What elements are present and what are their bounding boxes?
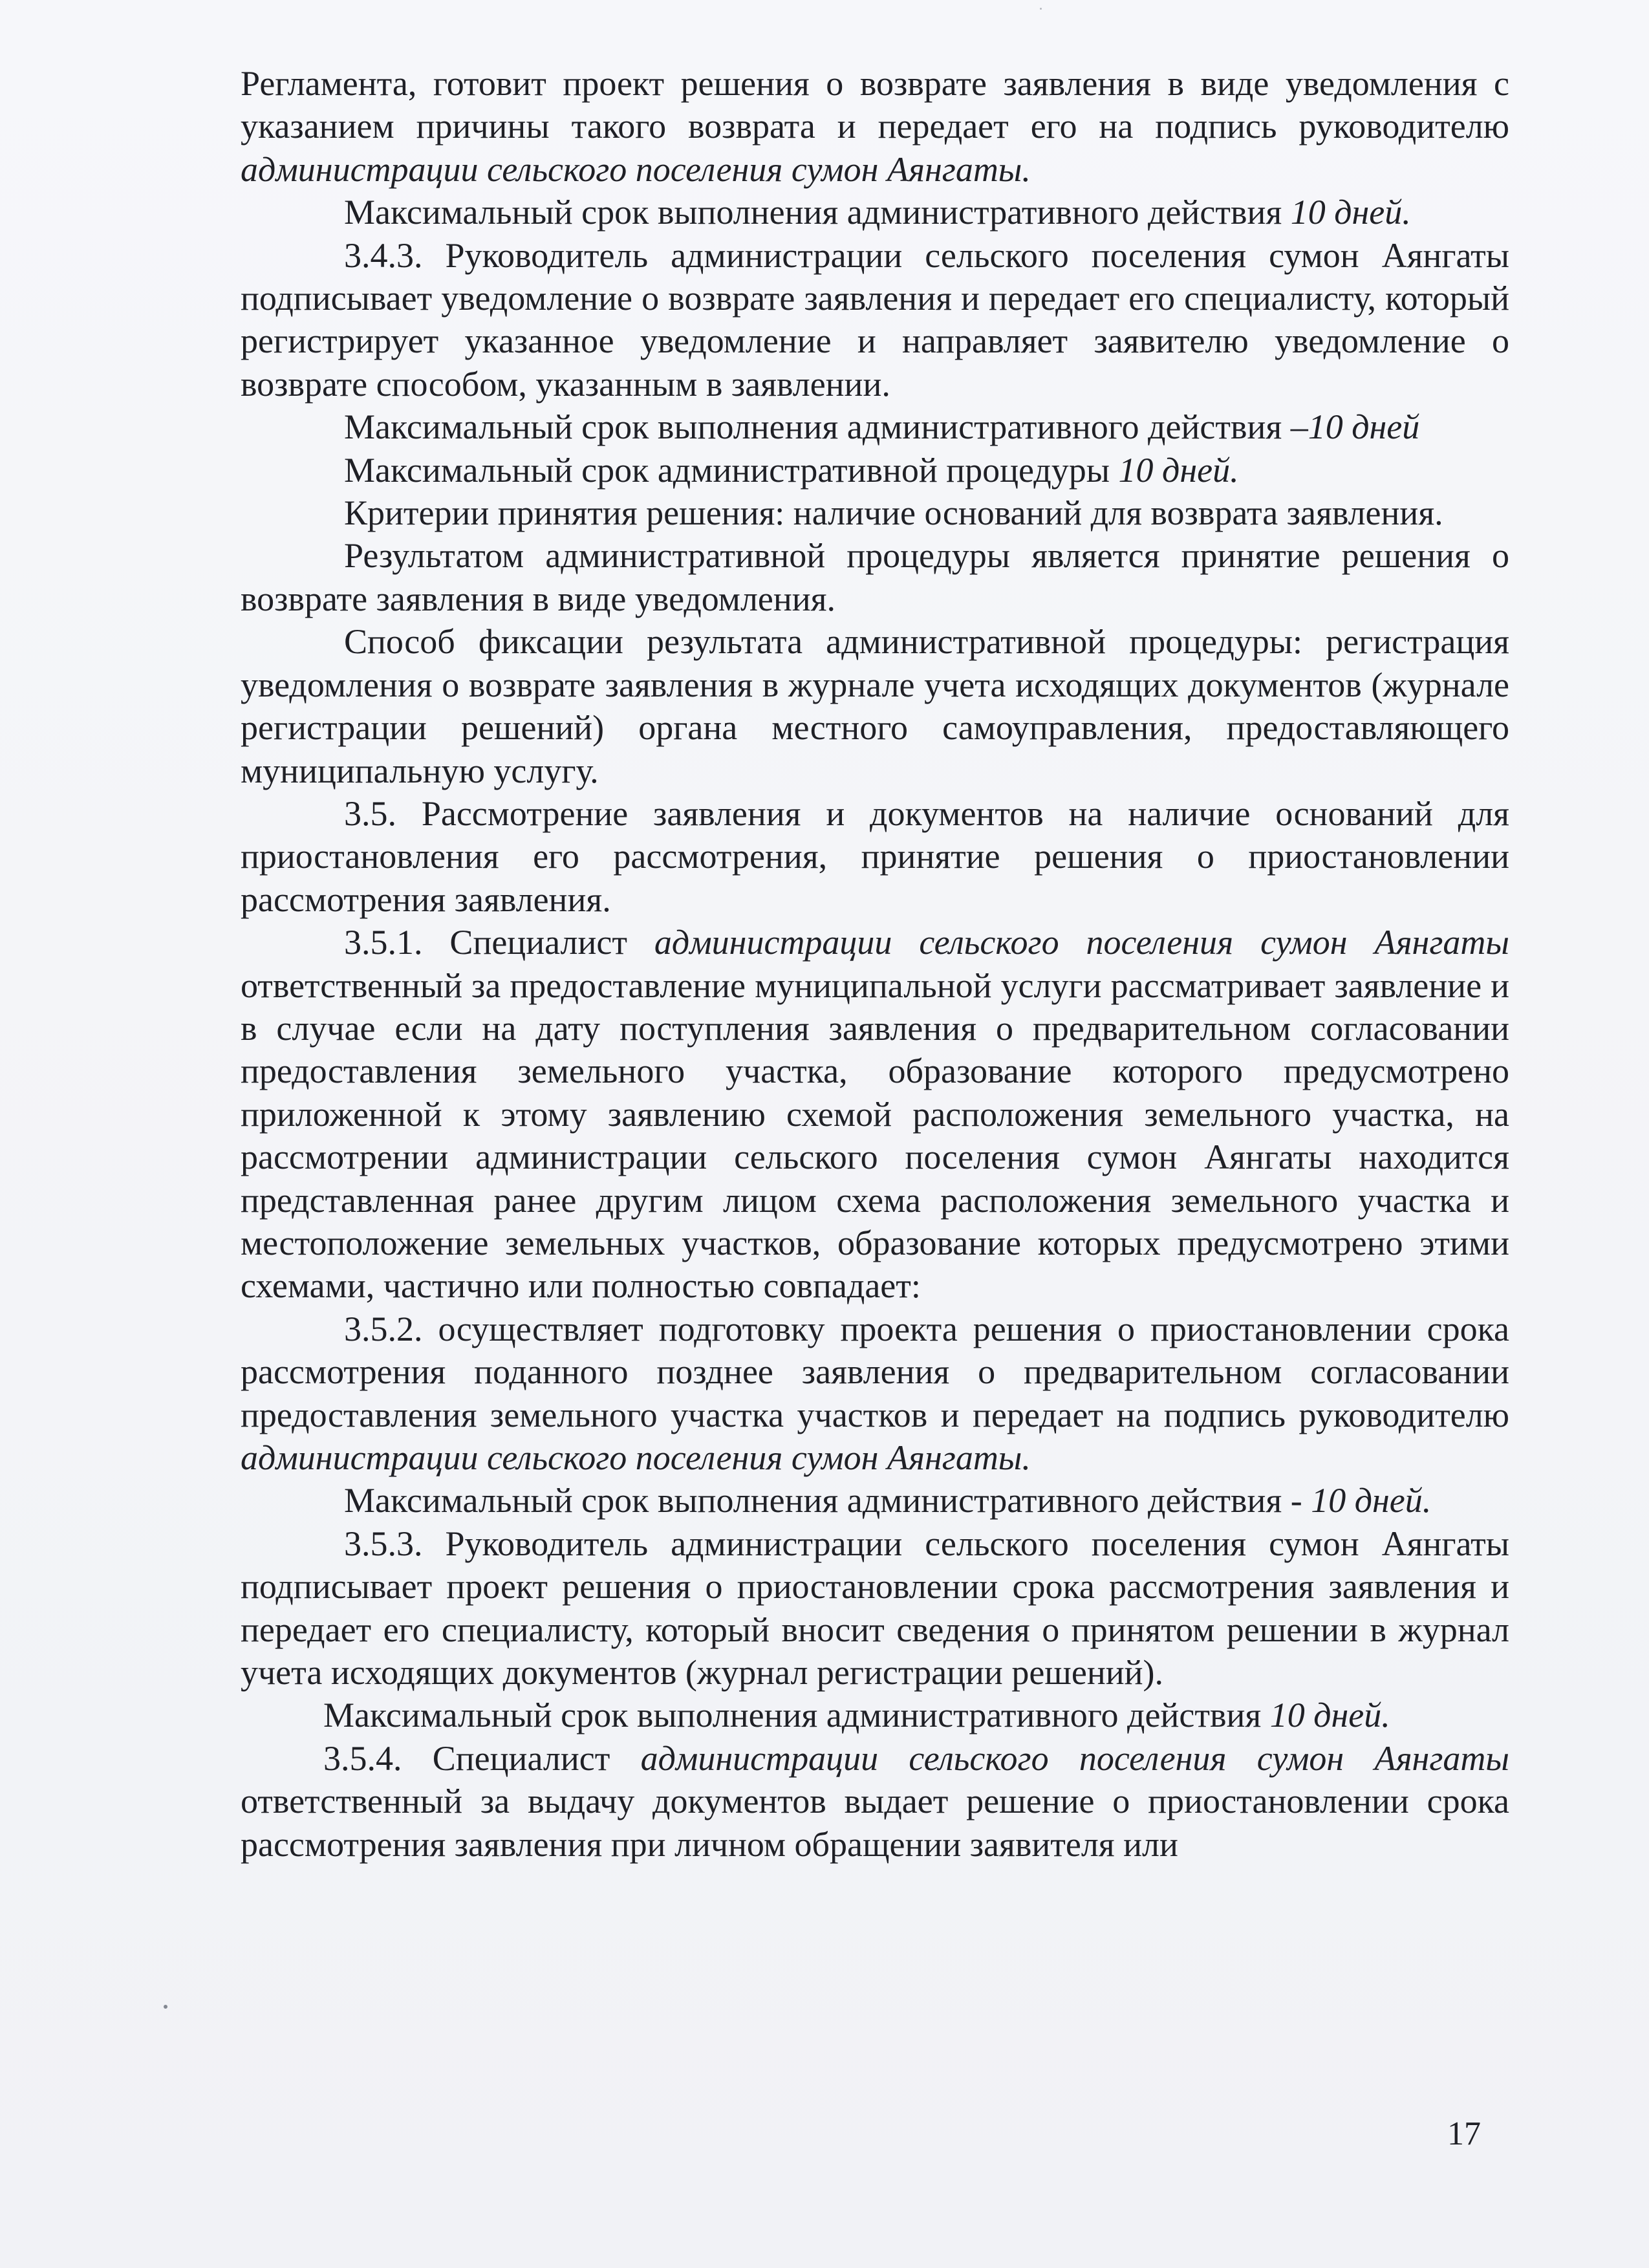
text-run: Регламента, готовит проект решения о возврате заявления в виде уведомления с указанием причины такого возврата и передает его на подпись руководителю (241, 64, 1509, 146)
document-body (241, 62, 1509, 1866)
paragraph (241, 62, 1509, 191)
italic-text-run: администрации сельского поселения сумон Аянгаты. (241, 1438, 1031, 1477)
paragraph (241, 405, 1509, 448)
text-run: Критерии принятия решения: наличие оснований для возврата заявления. (344, 493, 1443, 533)
text-run: Результатом административной процедуры является принятие решения о возврате заявления в виде уведомления. (241, 536, 1509, 618)
italic-text-run: администрации сельского поселения сумон Аянгаты (654, 923, 1509, 962)
paragraph (241, 792, 1509, 921)
text-run: ответственный за выдачу документов выдает решение о приостановлении срока рассмотрения заявления при личном обращении заявителя или (241, 1782, 1509, 1864)
text-run: Максимальный срок выполнения административного действия (344, 407, 1291, 447)
text-run: Максимальный срок административной процедуры (344, 450, 1119, 490)
text-run: 3.4.3. Руководитель администрации сельского поселения сумон Аянгаты подписывает уведомление о возврате заявления и передает его специалисту, который регистрирует указанное уведомление и направляет заявителю уведомление о возврате способом, указанным в заявлении. (241, 235, 1509, 404)
text-run: Максимальный срок выполнения административного действия - (344, 1481, 1311, 1520)
text-run: ответственный за предоставление муниципальной услуги рассматривает заявление и в случае если на дату поступления заявления о предварительном согласовании предоставления земельного участка, образование которого предусмотрено приложенной к этому заявлению схемой расположения земельного участка, на рассмотрении администрации сельского поселения сумон Аянгаты находится представленная ранее другим лицом схема расположения земельного участка и местоположение земельных участков, образование которых предусмотрено этими схемами, частично или полностью совпадает: (241, 966, 1509, 1306)
text-run: Способ фиксации результата административной процедуры: регистрация уведомления о возврате заявления в журнале учета исходящих документов (журнале регистрации решений) органа местного самоуправления, предоставляющего муниципальную услугу. (241, 622, 1509, 790)
text-run: Максимальный срок выполнения административного действия (323, 1696, 1270, 1735)
paragraph (241, 534, 1509, 620)
paragraph (241, 191, 1509, 233)
italic-text-run: 10 дней. (1290, 193, 1411, 232)
paragraph (241, 491, 1509, 534)
italic-text-run: 10 дней. (1269, 1696, 1390, 1735)
page-number: 17 (1447, 2115, 1481, 2152)
paragraph (241, 1694, 1509, 1736)
paragraph (241, 234, 1509, 406)
paragraph (241, 921, 1509, 1308)
paragraph (241, 620, 1509, 792)
text-run: 3.5.3. Руководитель администрации сельского поселения сумон Аянгаты подписывает проект решения о приостановлении срока рассмотрения заявления и передает его специалисту, который вносит сведения о принятом решении в журнал учета исходящих документов (журнал регистрации решений). (241, 1524, 1509, 1692)
text-run: 3.5.1. Специалист (344, 923, 654, 962)
paragraph (241, 1522, 1509, 1694)
text-run: 3.5.2. осуществляет подготовку проекта решения о приостановлении срока рассмотрения поданного позднее заявления о предварительном согласовании предоставления земельного участка участков и передает на подпись руководителю (241, 1309, 1509, 1434)
text-run: Максимальный срок выполнения административного действия (344, 193, 1291, 232)
italic-text-run: 10 дней. (1118, 450, 1239, 490)
paragraph (241, 1308, 1509, 1480)
italic-text-run: –10 дней (1290, 407, 1420, 447)
paragraph (241, 1737, 1509, 1866)
scan-speck (164, 2005, 167, 2009)
text-run: 3.5. Рассмотрение заявления и документов на наличие оснований для приостановления его рассмотрения, принятие решения о приостановлении рассмотрения заявления. (241, 794, 1509, 919)
italic-text-run: администрации сельского поселения сумон Аянгаты. (241, 149, 1031, 189)
text-run: 3.5.4. Специалист (323, 1738, 641, 1778)
paragraph (241, 1479, 1509, 1522)
scan-speck (1040, 8, 1042, 10)
italic-text-run: администрации сельского поселения сумон Аянгаты (640, 1738, 1509, 1778)
italic-text-run: 10 дней. (1311, 1481, 1432, 1520)
paragraph (241, 449, 1509, 491)
